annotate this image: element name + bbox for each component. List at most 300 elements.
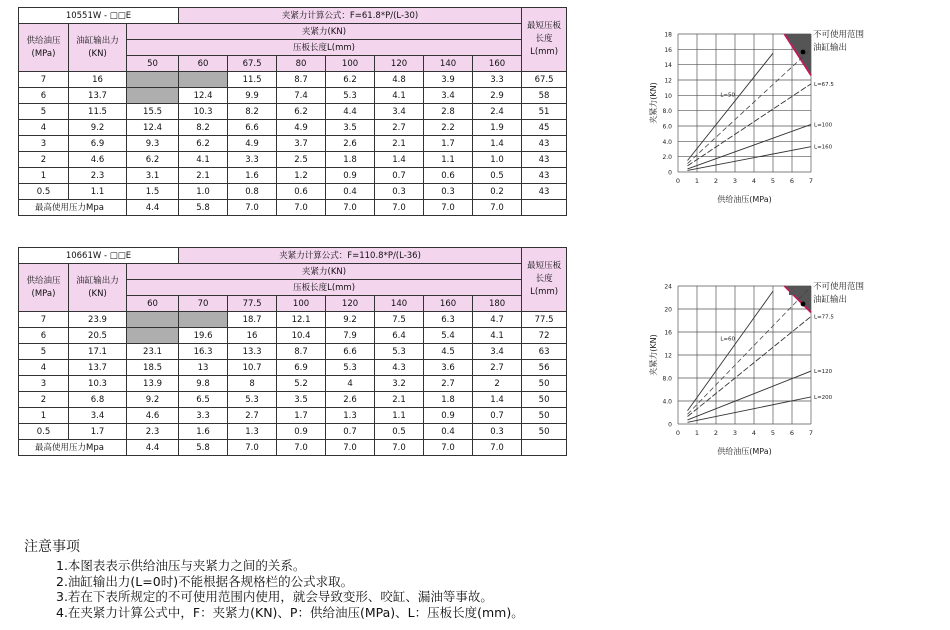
- clamp-force-cell: 1.4: [375, 152, 424, 168]
- length-column-header: 80: [277, 56, 326, 72]
- clamp-force-cell: 16.3: [179, 344, 228, 360]
- y-tick-label: 16: [664, 329, 672, 337]
- clamp-force-cell: 5.2: [277, 376, 326, 392]
- clamp-force-cell: 4.6: [127, 408, 179, 424]
- length-column-header: 60: [179, 56, 228, 72]
- clamp-force-cell: [127, 312, 179, 328]
- clamp-force-cell: 1.0: [179, 184, 228, 200]
- length-column-header: 120: [375, 56, 424, 72]
- chart-svg: [620, 262, 940, 477]
- clamp-force-cell: 0.9: [277, 424, 326, 440]
- clamp-force-cell: 15.5: [127, 104, 179, 120]
- clamp-force-cell: 1.1: [375, 408, 424, 424]
- clamp-force-cell: 5.3: [228, 392, 277, 408]
- clamp-force-cell: 3.3: [473, 72, 522, 88]
- clamp-force-cell: 6.2: [179, 136, 228, 152]
- length-column-header: 77.5: [228, 296, 277, 312]
- min-length-cell: 58: [522, 88, 567, 104]
- clamp-force-cell: 1.6: [228, 168, 277, 184]
- clamp-force-cell: 1.7: [277, 408, 326, 424]
- legend-dot-cylinder: [801, 50, 806, 55]
- length-column-header: 70: [179, 296, 228, 312]
- y-tick-label: 20: [664, 306, 672, 314]
- pressure-cell: 6: [19, 328, 69, 344]
- clamp-force-cell: 4.5: [424, 344, 473, 360]
- plate-length-header: 压板长度L(mm): [127, 40, 522, 56]
- length-column-header: 100: [277, 296, 326, 312]
- table-row: [19, 136, 567, 152]
- legend-forbidden-label: 不可使用范围: [813, 30, 865, 40]
- clamp-force-cell: 2.1: [375, 136, 424, 152]
- clamp-force-cell: 2.5: [277, 152, 326, 168]
- legend-dot-cylinder: [801, 302, 806, 307]
- clamp-force-cell: 3.1: [127, 168, 179, 184]
- clamp-force-cell: 0.7: [375, 168, 424, 184]
- table-row: [19, 408, 567, 424]
- clamp-force-cell: 0.3: [473, 424, 522, 440]
- clamp-force-cell: 4.9: [228, 136, 277, 152]
- clamp-force-cell: 3.7: [277, 136, 326, 152]
- note-item: 4.在夹紧力计算公式中，F：夹紧力(KN)、P：供给油压(MPa)、L：压板长度(mm)。: [56, 605, 524, 621]
- length-column-header: 160: [424, 296, 473, 312]
- pressure-cell: 6: [19, 88, 69, 104]
- cylinder-output-cell: 6.9: [69, 136, 127, 152]
- clamp-force-cell: 8.7: [277, 344, 326, 360]
- clamp-force-cell: 2.7: [375, 120, 424, 136]
- clamp-force-cell: 11.5: [228, 72, 277, 88]
- max-pressure-cell: 7.0: [326, 440, 375, 456]
- clamp-force-cell: 5.4: [424, 328, 473, 344]
- x-tick-label: 6: [789, 177, 795, 185]
- clamp-force-chart-1: [620, 10, 940, 225]
- clamp-force-cell: 0.2: [473, 184, 522, 200]
- x-tick-label: 6: [789, 429, 795, 437]
- series-label: L=200: [814, 394, 833, 401]
- y-tick-label: 4.0: [662, 398, 672, 406]
- clamp-force-cell: 4.1: [179, 152, 228, 168]
- pressure-cell: 7: [19, 312, 69, 328]
- legend-swatch-forbidden: [789, 37, 804, 43]
- model-name: 10551W - □□E: [19, 8, 179, 24]
- length-column-header: 120: [326, 296, 375, 312]
- pressure-cell: 5: [19, 104, 69, 120]
- max-pressure-cell: 7.0: [424, 440, 473, 456]
- clamp-force-cell: 2: [473, 376, 522, 392]
- length-column-header: 67.5: [228, 56, 277, 72]
- table-row: [19, 328, 567, 344]
- clamp-force-cell: 4.8: [375, 72, 424, 88]
- series-line: [688, 53, 774, 160]
- cylinder-output-cell: 10.3: [69, 376, 127, 392]
- pressure-cell: 7: [19, 72, 69, 88]
- cylinder-output-cell: 6.8: [69, 392, 127, 408]
- clamp-force-cell: 3.4: [473, 344, 522, 360]
- y-tick-label: 4.0: [662, 138, 672, 146]
- max-pressure-cell: 5.8: [179, 200, 228, 216]
- clamp-force-header: 夹紧力(KN): [127, 264, 522, 280]
- clamp-force-cell: 0.9: [424, 408, 473, 424]
- clamp-force-cell: 1.6: [179, 424, 228, 440]
- notes-section: [24, 540, 524, 621]
- cylinder-output-cell: 13.7: [69, 360, 127, 376]
- clamp-force-cell: 2.4: [473, 104, 522, 120]
- cylinder-output-cell: 20.5: [69, 328, 127, 344]
- clamp-force-cell: 9.8: [179, 376, 228, 392]
- legend-cylinder-label: 油缸输出: [813, 43, 848, 53]
- formula: 夹紧力计算公式：F=110.8*P/(L-36): [179, 248, 522, 264]
- table-row: [19, 312, 567, 328]
- clamp-force-cell: 1.8: [424, 392, 473, 408]
- length-column-header: 140: [424, 56, 473, 72]
- length-column-header: 60: [127, 296, 179, 312]
- cylinder-output-cell: 13.7: [69, 88, 127, 104]
- min-length-cell: 45: [522, 120, 567, 136]
- length-column-header: 50: [127, 56, 179, 72]
- series-label: L=60: [720, 336, 735, 343]
- clamp-force-cell: 5.3: [375, 344, 424, 360]
- clamp-force-cell: 13.3: [228, 344, 277, 360]
- legend-forbidden-label: 不可使用范围: [813, 282, 865, 292]
- plate-length-header: 压板长度L(mm): [127, 280, 522, 296]
- clamp-force-cell: 3.3: [179, 408, 228, 424]
- clamp-force-cell: 1.9: [473, 120, 522, 136]
- pressure-cell: 2: [19, 392, 69, 408]
- length-column-header: 100: [326, 56, 375, 72]
- clamp-force-cell: 6.9: [277, 360, 326, 376]
- clamp-force-cell: 10.4: [277, 328, 326, 344]
- clamp-force-cell: 9.2: [326, 312, 375, 328]
- clamp-force-cell: 4.4: [326, 104, 375, 120]
- clamp-force-cell: 2.1: [179, 168, 228, 184]
- pressure-cell: 1: [19, 168, 69, 184]
- max-pressure-label: 最高使用压力Mpa: [19, 440, 127, 456]
- y-tick-label: 12: [664, 77, 672, 85]
- clamp-force-cell: 6.3: [424, 312, 473, 328]
- x-tick-label: 0: [675, 429, 681, 437]
- min-length-cell: 50: [522, 392, 567, 408]
- cylinder-output-cell: 4.6: [69, 152, 127, 168]
- x-tick-label: 4: [751, 177, 757, 185]
- x-tick-label: 7: [808, 177, 814, 185]
- min-length-cell: 63: [522, 344, 567, 360]
- pressure-cell: 2: [19, 152, 69, 168]
- x-axis-label: 供给油压(MPa): [717, 447, 772, 456]
- max-pressure-row: [19, 440, 567, 456]
- pressure-cell: 0.5: [19, 424, 69, 440]
- clamp-force-cell: 12.4: [179, 88, 228, 104]
- clamp-force-cell: 0.4: [326, 184, 375, 200]
- clamp-force-cell: 7.5: [375, 312, 424, 328]
- y-tick-label: 12: [664, 352, 672, 360]
- series-label: L=67.5: [814, 81, 834, 88]
- max-pressure-cell: 7.0: [277, 440, 326, 456]
- clamp-force-cell: 2.6: [326, 136, 375, 152]
- x-tick-label: 1: [694, 177, 700, 185]
- clamp-force-cell: 2.7: [228, 408, 277, 424]
- clamp-force-cell: 4.9: [277, 120, 326, 136]
- series-label: L=77.5: [814, 314, 834, 321]
- cylinder-output-header: 油缸输出力(KN): [69, 24, 127, 72]
- clamp-force-cell: 13: [179, 360, 228, 376]
- clamp-force-cell: 0.9: [326, 168, 375, 184]
- clamp-force-cell: 0.6: [424, 168, 473, 184]
- clamp-force-cell: 2.3: [127, 424, 179, 440]
- x-tick-label: 3: [732, 177, 738, 185]
- table-row: [19, 104, 567, 120]
- clamp-force-cell: 0.5: [473, 168, 522, 184]
- note-item: 2.油缸输出力(L=0时)不能根据各规格栏的公式求取。: [56, 573, 354, 589]
- table-row: [19, 152, 567, 168]
- x-tick-label: 3: [732, 429, 738, 437]
- table-row: [19, 424, 567, 440]
- cylinder-output-cell: 3.4: [69, 408, 127, 424]
- max-pressure-cell: 4.4: [127, 200, 179, 216]
- legend-cylinder-label: 油缸输出: [813, 295, 848, 305]
- clamp-force-cell: 10.7: [228, 360, 277, 376]
- clamp-force-cell: 2.9: [473, 88, 522, 104]
- y-tick-label: 16: [664, 46, 672, 54]
- max-pressure-cell: 7.0: [228, 440, 277, 456]
- clamp-force-cell: 0.7: [473, 408, 522, 424]
- x-tick-label: 0: [675, 177, 681, 185]
- clamp-force-cell: [127, 72, 179, 88]
- clamp-force-cell: 0.3: [424, 184, 473, 200]
- clamp-force-cell: 18.5: [127, 360, 179, 376]
- max-pressure-cell: 7.0: [473, 440, 522, 456]
- clamp-force-cell: 8.2: [179, 120, 228, 136]
- clamp-force-cell: 9.3: [127, 136, 179, 152]
- clamp-force-cell: 1.5: [127, 184, 179, 200]
- y-tick-label: 8.0: [662, 375, 672, 383]
- clamp-force-cell: 9.2: [127, 392, 179, 408]
- clamp-force-cell: 1.4: [473, 136, 522, 152]
- clamp-force-cell: 2.7: [424, 376, 473, 392]
- clamp-force-cell: 6.6: [326, 344, 375, 360]
- pressure-header: 供给油压(MPa): [19, 24, 69, 72]
- min-length-cell: 50: [522, 376, 567, 392]
- y-tick-label: 0: [668, 169, 672, 177]
- table-row: [19, 392, 567, 408]
- cylinder-output-cell: 2.3: [69, 168, 127, 184]
- clamp-force-cell: 1.3: [326, 408, 375, 424]
- clamp-force-cell: 2.2: [424, 120, 473, 136]
- clamp-force-cell: 4.7: [473, 312, 522, 328]
- x-tick-label: 2: [713, 429, 719, 437]
- min-length-cell: 50: [522, 408, 567, 424]
- min-length-cell: 56: [522, 360, 567, 376]
- y-tick-label: 14: [664, 62, 672, 70]
- pressure-cell: 3: [19, 376, 69, 392]
- clamp-force-cell: 13.9: [127, 376, 179, 392]
- cylinder-output-cell: 1.7: [69, 424, 127, 440]
- clamp-force-cell: 18.7: [228, 312, 277, 328]
- clamp-force-cell: [127, 88, 179, 104]
- max-pressure-cell: 7.0: [375, 440, 424, 456]
- max-pressure-row: [19, 200, 567, 216]
- clamp-force-cell: 0.3: [375, 184, 424, 200]
- min-length-cell: 43: [522, 136, 567, 152]
- table-row: [19, 184, 567, 200]
- clamp-force-cell: 3.5: [326, 120, 375, 136]
- cylinder-output-header: 油缸输出力(KN): [69, 264, 127, 312]
- pressure-cell: 4: [19, 120, 69, 136]
- clamp-force-cell: 5.3: [326, 88, 375, 104]
- empty-cell: [522, 440, 567, 456]
- clamp-force-cell: 0.5: [375, 424, 424, 440]
- series-line: [688, 316, 812, 416]
- length-column-header: 180: [473, 296, 522, 312]
- clamp-force-cell: 7.9: [326, 328, 375, 344]
- y-tick-label: 0: [668, 421, 672, 429]
- x-tick-label: 5: [770, 429, 776, 437]
- table-row: [19, 344, 567, 360]
- clamp-force-cell: [179, 312, 228, 328]
- series-label: L=120: [814, 369, 833, 376]
- min-length-cell: 43: [522, 168, 567, 184]
- clamp-force-cell: 1.7: [424, 136, 473, 152]
- formula: 夹紧力计算公式：F=61.8*P/(L-30): [179, 8, 522, 24]
- max-pressure-cell: 7.0: [326, 200, 375, 216]
- y-axis-label: 夹紧力(KN): [649, 334, 658, 376]
- min-length-cell: 72: [522, 328, 567, 344]
- spec-table-10551W: [18, 7, 567, 216]
- y-tick-label: 18: [664, 31, 672, 39]
- spec-table-10661W: [18, 247, 567, 456]
- clamp-force-cell: 6.2: [127, 152, 179, 168]
- note-item: 3.若在下表所规定的不可使用范围内使用，就会导致变形、咬缸、漏油等事故。: [56, 589, 493, 605]
- clamp-force-cell: 10.3: [179, 104, 228, 120]
- clamp-force-cell: 0.4: [424, 424, 473, 440]
- min-length-header: 最短压板长度L(mm): [522, 8, 567, 72]
- clamp-force-cell: 6.2: [326, 72, 375, 88]
- clamp-force-cell: [127, 328, 179, 344]
- y-tick-label: 6.0: [662, 123, 672, 131]
- clamp-force-cell: 2.7: [473, 360, 522, 376]
- clamp-force-cell: 3.3: [228, 152, 277, 168]
- clamp-force-cell: 1.8: [326, 152, 375, 168]
- clamp-force-cell: 19.6: [179, 328, 228, 344]
- table-row: [19, 88, 567, 104]
- clamp-force-cell: 3.4: [424, 88, 473, 104]
- clamp-force-cell: 8.2: [228, 104, 277, 120]
- x-tick-label: 4: [751, 429, 757, 437]
- empty-cell: [522, 200, 567, 216]
- clamp-force-cell: 6.6: [228, 120, 277, 136]
- series-label: L=100: [814, 122, 833, 129]
- min-length-cell: 77.5: [522, 312, 567, 328]
- clamp-force-cell: 5.3: [326, 360, 375, 376]
- cylinder-output-cell: 11.5: [69, 104, 127, 120]
- clamp-force-cell: 0.6: [277, 184, 326, 200]
- clamp-force-cell: 1.3: [228, 424, 277, 440]
- series-label: L=50: [720, 92, 735, 99]
- clamp-force-cell: 16: [228, 328, 277, 344]
- notes-title: 注意事项: [24, 539, 80, 555]
- pressure-cell: 0.5: [19, 184, 69, 200]
- clamp-force-cell: 2.1: [375, 392, 424, 408]
- clamp-force-cell: 1.1: [424, 152, 473, 168]
- note-item: 1.本图表表示供给油压与夹紧力之间的关系。: [56, 557, 306, 573]
- clamp-force-cell: 6.5: [179, 392, 228, 408]
- pressure-cell: 5: [19, 344, 69, 360]
- series-line: [688, 147, 812, 171]
- min-length-cell: 67.5: [522, 72, 567, 88]
- model-name: 10661W - □□E: [19, 248, 179, 264]
- length-column-header: 160: [473, 56, 522, 72]
- cylinder-output-cell: 16: [69, 72, 127, 88]
- clamp-force-cell: 3.4: [375, 104, 424, 120]
- clamp-force-cell: 3.2: [375, 376, 424, 392]
- table-row: [19, 360, 567, 376]
- series-label: L=160: [814, 144, 833, 151]
- y-tick-label: 8.0: [662, 108, 672, 116]
- cylinder-output-cell: 23.9: [69, 312, 127, 328]
- clamp-force-cell: 1.0: [473, 152, 522, 168]
- clamp-force-cell: 9.9: [228, 88, 277, 104]
- x-tick-label: 5: [770, 177, 776, 185]
- clamp-force-cell: 3.5: [277, 392, 326, 408]
- clamp-force-cell: 4.3: [375, 360, 424, 376]
- legend-swatch-forbidden: [789, 289, 804, 295]
- min-length-cell: 51: [522, 104, 567, 120]
- clamp-force-cell: 1.2: [277, 168, 326, 184]
- y-axis-label: 夹紧力(KN): [649, 82, 658, 124]
- x-tick-label: 7: [808, 429, 814, 437]
- clamp-force-cell: 6.2: [277, 104, 326, 120]
- clamp-force-cell: 12.4: [127, 120, 179, 136]
- max-pressure-cell: 4.4: [127, 440, 179, 456]
- clamp-force-cell: 0.7: [326, 424, 375, 440]
- max-pressure-cell: 7.0: [277, 200, 326, 216]
- clamp-force-cell: 8: [228, 376, 277, 392]
- clamp-force-cell: 2.8: [424, 104, 473, 120]
- clamp-force-cell: 6.4: [375, 328, 424, 344]
- pressure-cell: 3: [19, 136, 69, 152]
- y-tick-label: 10: [664, 92, 672, 100]
- max-pressure-cell: 7.0: [375, 200, 424, 216]
- clamp-force-cell: 3.6: [424, 360, 473, 376]
- min-length-header: 最短压板长度L(mm): [522, 248, 567, 312]
- clamp-force-cell: 2.6: [326, 392, 375, 408]
- clamp-force-cell: 7.4: [277, 88, 326, 104]
- clamp-force-cell: 3.9: [424, 72, 473, 88]
- max-pressure-label: 最高使用压力Mpa: [19, 200, 127, 216]
- chart-svg: [620, 10, 940, 225]
- cylinder-output-cell: 17.1: [69, 344, 127, 360]
- pressure-cell: 1: [19, 408, 69, 424]
- max-pressure-cell: 7.0: [424, 200, 473, 216]
- table-row: [19, 376, 567, 392]
- clamp-force-cell: [179, 72, 228, 88]
- clamp-force-cell: 4.1: [473, 328, 522, 344]
- clamp-force-cell: 12.1: [277, 312, 326, 328]
- cylinder-output-cell: 1.1: [69, 184, 127, 200]
- length-column-header: 140: [375, 296, 424, 312]
- clamp-force-chart-2: [620, 262, 940, 477]
- table-row: [19, 120, 567, 136]
- max-pressure-cell: 7.0: [473, 200, 522, 216]
- series-line: [688, 84, 812, 166]
- cylinder-output-cell: 9.2: [69, 120, 127, 136]
- table-row: [19, 168, 567, 184]
- clamp-force-cell: 1.4: [473, 392, 522, 408]
- y-tick-label: 24: [664, 283, 672, 291]
- min-length-cell: 43: [522, 184, 567, 200]
- clamp-force-cell: 4: [326, 376, 375, 392]
- y-tick-label: 2.0: [662, 154, 672, 162]
- pressure-header: 供给油压(MPa): [19, 264, 69, 312]
- clamp-force-cell: 8.7: [277, 72, 326, 88]
